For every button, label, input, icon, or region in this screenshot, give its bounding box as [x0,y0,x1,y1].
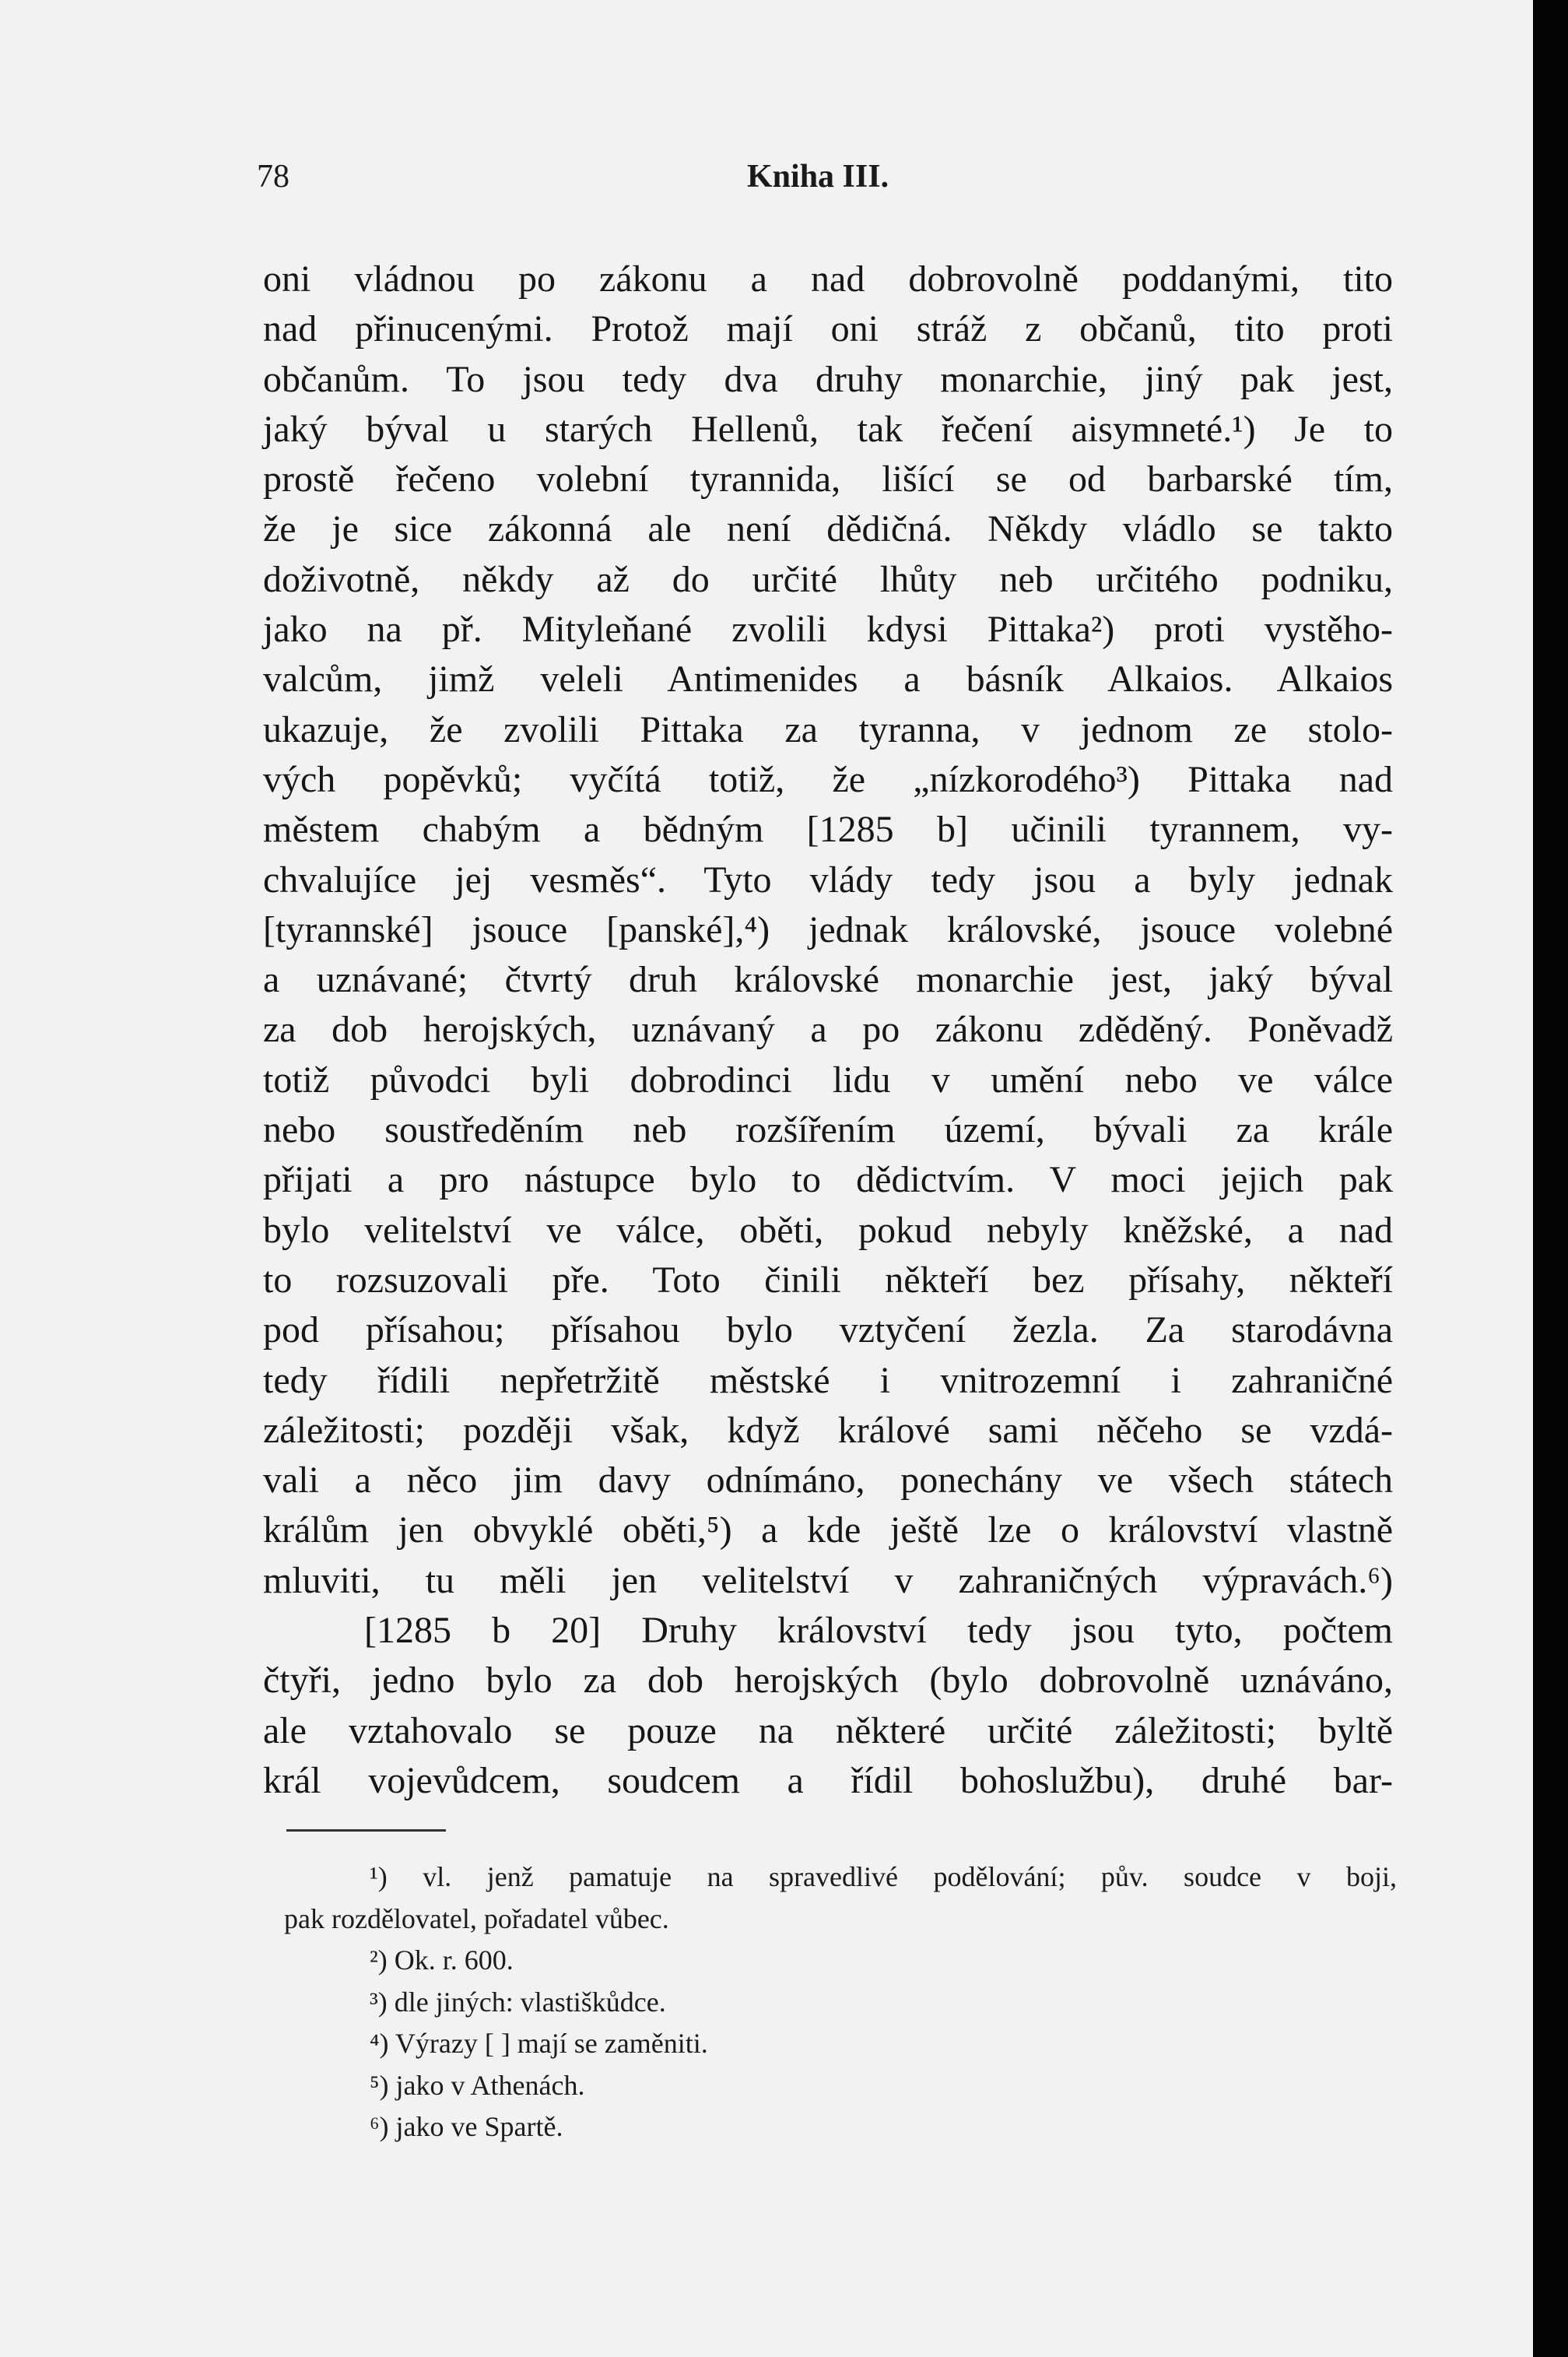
body-line: jako na př. Mityleňané zvolili kdysi Pittaka²) proti vystěho- [263,609,1393,651]
footnote: ²) Ok. r. 600. [370,1944,514,1976]
body-line: ale vztahovalo se pouze na některé určité záležitosti; byltě [263,1709,1393,1751]
body-line: valcům, jimž veleli Antimenides a básník Alkaios. Alkaios [263,659,1393,701]
body-line: [1285 b 20] Druhy království tedy jsou tyto, počtem [364,1610,1393,1652]
body-line: totiž původci byli dobrodinci lidu v umění nebo ve válce [263,1059,1393,1101]
footnote-continuation: pak rozdělovatel, pořadatel vůbec. [284,1902,669,1934]
footnotes [284,1856,1397,2148]
body-line: vých popěvků; vyčítá totiž, že „nízkorodého³) Pittaka nad [263,758,1393,800]
body-line: za dob herojských, uznávaný a po zákonu zděděný. Poněvadž [263,1009,1393,1051]
body-line: oni vládnou po zákonu a nad dobrovolně poddanými, tito [263,258,1393,300]
body-line: nad přinucenými. Protož mají oni stráž z občanů, tito proti [263,308,1393,350]
body-line: král vojevůdcem, soudcem a řídil bohoslužbu), druhé bar- [263,1759,1393,1801]
body-line: občanům. To jsou tedy dva druhy monarchie, jiný pak jest, [263,358,1393,400]
body-line: čtyři, jedno bylo za dob herojských (bylo dobrovolně uznáváno, [263,1660,1393,1702]
body-line: prostě řečeno volební tyrannida, lišící se od barbarské tím, [263,458,1393,501]
body-line: to rozsuzovali pře. Toto činili někteří bez přísahy, někteří [263,1259,1393,1301]
page-header [257,158,1385,205]
footnote: ¹) vl. jenž pamatuje na spravedlivé podělování; pův. soudce v boji, [370,1861,1397,1892]
body-line: záležitosti; později však, když králové sami něčeho se vzdá- [263,1409,1393,1451]
body-line: nebo soustředěním neb rozšířením území, bývali za krále [263,1109,1393,1151]
body-line: vali a něco jim davy odnímáno, ponechány ve všech státech [263,1460,1393,1502]
body-line: bylo velitelství ve válce, oběti, pokud nebyly kněžské, a nad [263,1209,1393,1251]
body-line: ukazuje, že zvolili Pittaka za tyranna, v jednom ze stolo- [263,708,1393,750]
body-line: jaký býval u starých Hellenů, tak řečení aisymneté.¹) Je to [263,408,1393,450]
footnote: ³) dle jiných: vlastiškůdce. [370,1986,666,2018]
running-title: Kniha III. [747,159,889,195]
body-line: doživotně, někdy až do určité lhůty neb určitého podniku, [263,558,1393,600]
body-line: králům jen obvyklé oběti,⁵) a kde ještě lze o království vlastně [263,1509,1393,1551]
page-number: 78 [257,159,289,195]
scan-dark-edge [1533,0,1568,2357]
body-line: [tyrannské] jsouce [panské],⁴) jednak královské, jsouce volebné [263,908,1393,950]
footnote: ⁵) jako v Athenách. [370,2069,585,2101]
body-line: městem chabým a bědným [1285 b] učinili tyrannem, vy- [263,809,1393,851]
footnote-separator [286,1829,446,1832]
body-text [263,255,1393,1806]
body-line: chvalujíce jej vesměs“. Tyto vlády tedy jsou a byly jednak [263,859,1393,901]
footnote: ⁴) Výrazy [ ] mají se zaměniti. [370,2028,708,2059]
body-line: tedy řídili nepřetržitě městské i vnitrozemní i zahraničné [263,1359,1393,1401]
body-line: mluviti, tu měli jen velitelství v zahraničných výpravách.⁶) [263,1559,1393,1601]
body-line: pod přísahou; přísahou bylo vztyčení žezla. Za starodávna [263,1309,1393,1351]
body-line: přijati a pro nástupce bylo to dědictvím. V moci jejich pak [263,1159,1393,1201]
body-line: že je sice zákonná ale není dědičná. Někdy vládlo se takto [263,508,1393,550]
body-line: a uznávané; čtvrtý druh královské monarchie jest, jaký býval [263,959,1393,1001]
footnote: ⁶) jako ve Spartě. [370,2111,563,2142]
